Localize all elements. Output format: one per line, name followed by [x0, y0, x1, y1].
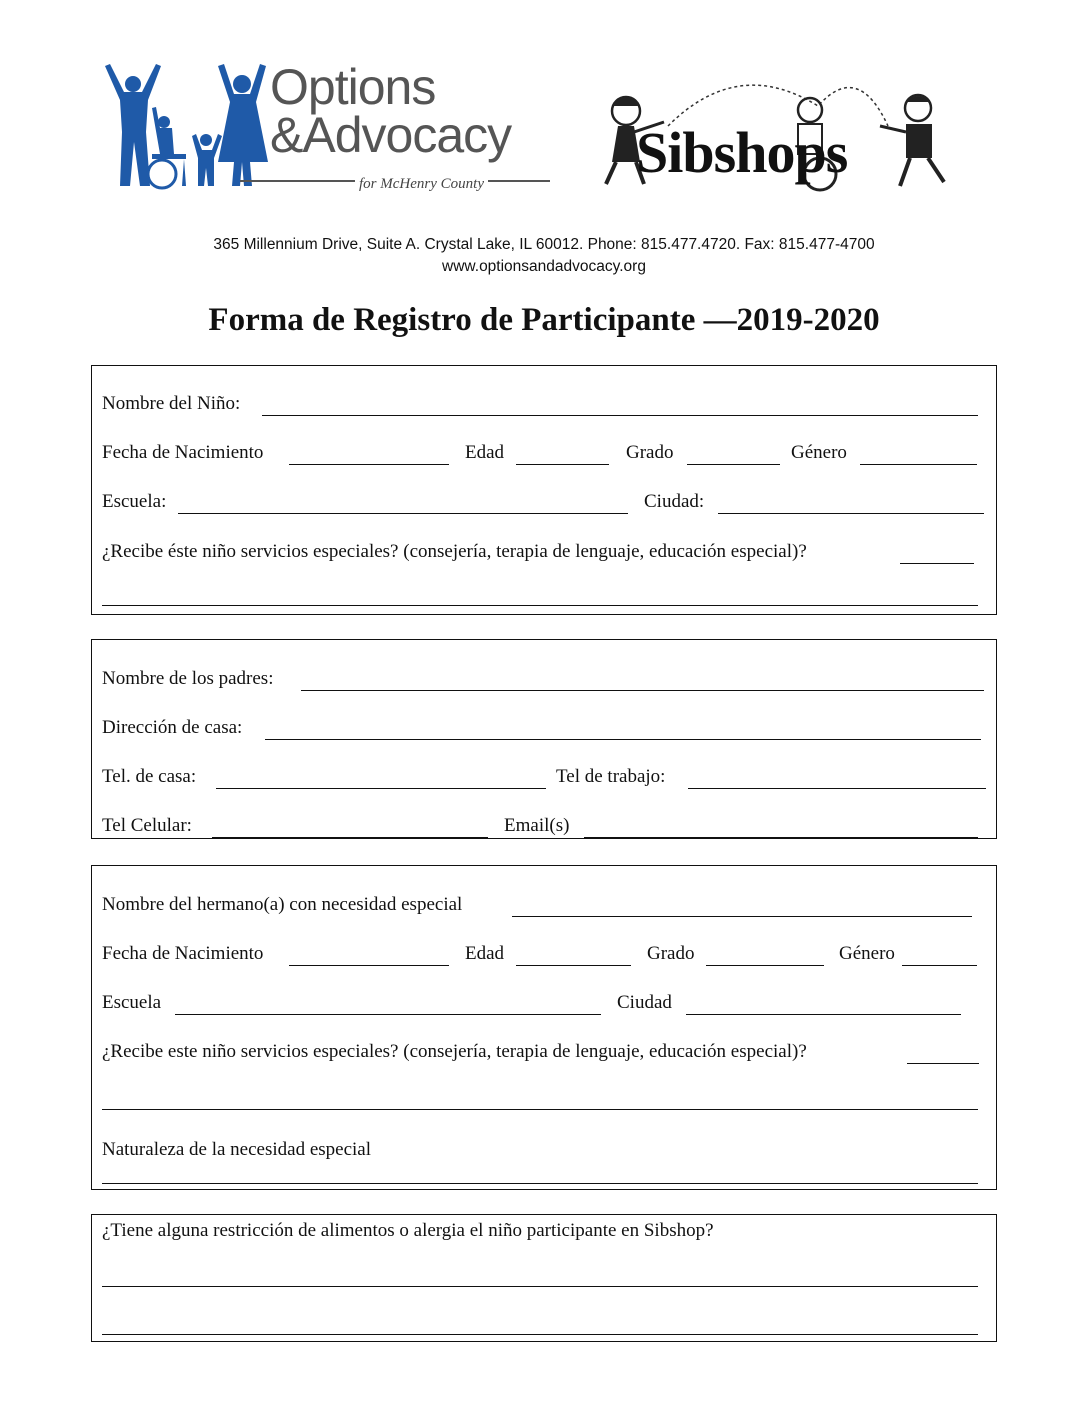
- website-line: www.optionsandadvocacy.org: [442, 258, 646, 275]
- sibling-school-row: [102, 991, 986, 1017]
- sibling-name-field[interactable]: [512, 916, 972, 917]
- cell-email-row: [102, 814, 986, 840]
- options-advocacy-logo: [100, 59, 550, 198]
- child-grade-field[interactable]: [687, 464, 780, 465]
- child-dob-label: Fecha de Nacimiento: [102, 442, 264, 463]
- sibling-school-label: Escuela: [102, 992, 162, 1013]
- allergy-answer-field-2[interactable]: [102, 1334, 978, 1335]
- sibling-details-row: [102, 942, 986, 968]
- parents-name-label: Nombre de los padres:: [102, 668, 274, 689]
- parents-name-row: [102, 667, 986, 693]
- child-services-detail-row: [102, 582, 986, 608]
- allergy-line1-row: [102, 1263, 986, 1289]
- parents-name-field[interactable]: [301, 690, 984, 691]
- child-school-label: Escuela:: [102, 491, 167, 512]
- home-phone-label: Tel. de casa:: [102, 766, 197, 787]
- home-address-field[interactable]: [265, 739, 981, 740]
- allergy-answer-field-1[interactable]: [102, 1286, 978, 1287]
- phones-row: [102, 765, 986, 791]
- need-nature-line-row: [102, 1160, 986, 1186]
- sibling-dob-field[interactable]: [289, 965, 449, 966]
- sibling-grade-field[interactable]: [706, 965, 824, 966]
- address-line: 365 Millennium Drive, Suite A. Crystal Lake, IL 60012. Phone: 815.477.4720. Fax: 815.477-4700: [213, 236, 875, 253]
- child-age-label: Edad: [465, 442, 505, 463]
- allergy-question-row: [102, 1219, 986, 1245]
- child-name-row: [102, 392, 986, 418]
- child-services-answer-field[interactable]: [900, 563, 974, 564]
- work-phone-label: Tel de trabajo:: [556, 766, 666, 787]
- cell-phone-label: Tel Celular:: [102, 815, 192, 836]
- sibling-services-question: ¿Recibe este niño servicios especiales? (consejería, terapia de lenguaje, educación especial)?: [102, 1041, 807, 1062]
- child-info-section: [91, 365, 997, 615]
- sibling-services-answer-field[interactable]: [907, 1063, 979, 1064]
- org-logo-line2: &Advocacy: [270, 107, 512, 163]
- child-age-field[interactable]: [516, 464, 609, 465]
- sibling-city-label: Ciudad: [617, 992, 672, 1013]
- org-logo-tagline: for McHenry County: [355, 176, 488, 193]
- child-city-field[interactable]: [718, 513, 984, 514]
- child-services-detail-field[interactable]: [102, 605, 978, 606]
- child-gender-field[interactable]: [860, 464, 977, 465]
- sibling-services-detail-row: [102, 1086, 986, 1112]
- sibling-services-row: [102, 1040, 986, 1066]
- sibling-dob-label: Fecha de Nacimiento: [102, 943, 264, 964]
- org-logo-line1: Options: [270, 59, 436, 115]
- sibling-city-field[interactable]: [686, 1014, 961, 1015]
- family-silhouette-icon: [100, 62, 270, 198]
- allergy-line2-row: [102, 1311, 986, 1337]
- email-field[interactable]: [584, 837, 978, 838]
- sibling-name-label: Nombre del hermano(a) con necesidad especial: [102, 894, 463, 915]
- sibling-name-row: [102, 893, 986, 919]
- home-address-row: [102, 716, 986, 742]
- child-dob-field[interactable]: [289, 464, 449, 465]
- child-services-question: ¿Recibe éste niño servicios especiales? (consejería, terapia de lenguaje, educación especial)?: [102, 541, 807, 562]
- need-nature-label: Naturaleza de la necesidad especial: [102, 1139, 372, 1160]
- form-title: Forma de Registro de Participante —2019-2020: [208, 302, 880, 338]
- sibling-services-detail-field[interactable]: [102, 1109, 978, 1110]
- sibling-grade-label: Grado: [647, 943, 695, 964]
- allergy-section: [91, 1214, 997, 1342]
- child-name-label: Nombre del Niño:: [102, 393, 241, 414]
- home-phone-field[interactable]: [216, 788, 546, 789]
- parents-info-section: [91, 639, 997, 839]
- child-details-row: [102, 441, 986, 467]
- sibling-info-section: [91, 865, 997, 1190]
- sibling-age-label: Edad: [465, 943, 505, 964]
- child-services-row: [102, 540, 986, 566]
- child-name-field[interactable]: [262, 415, 978, 416]
- sibshops-logo-text: Sibshops: [636, 120, 848, 185]
- sibling-school-field[interactable]: [175, 1014, 601, 1015]
- cell-phone-field[interactable]: [212, 837, 488, 838]
- allergy-question: ¿Tiene alguna restricción de alimentos o alergia el niño participante en Sibshop?: [102, 1220, 714, 1241]
- work-phone-field[interactable]: [688, 788, 986, 789]
- email-label: Email(s): [504, 815, 570, 836]
- child-grade-label: Grado: [626, 442, 674, 463]
- home-address-label: Dirección de casa:: [102, 717, 243, 738]
- need-nature-field[interactable]: [102, 1183, 978, 1184]
- sibling-gender-label: Género: [839, 943, 895, 964]
- child-school-field[interactable]: [178, 513, 628, 514]
- child-gender-label: Género: [791, 442, 847, 463]
- child-school-row: [102, 490, 986, 516]
- sibshops-logo: [588, 66, 958, 200]
- sibling-gender-field[interactable]: [902, 965, 977, 966]
- sibling-age-field[interactable]: [516, 965, 631, 966]
- child-city-label: Ciudad:: [644, 491, 705, 512]
